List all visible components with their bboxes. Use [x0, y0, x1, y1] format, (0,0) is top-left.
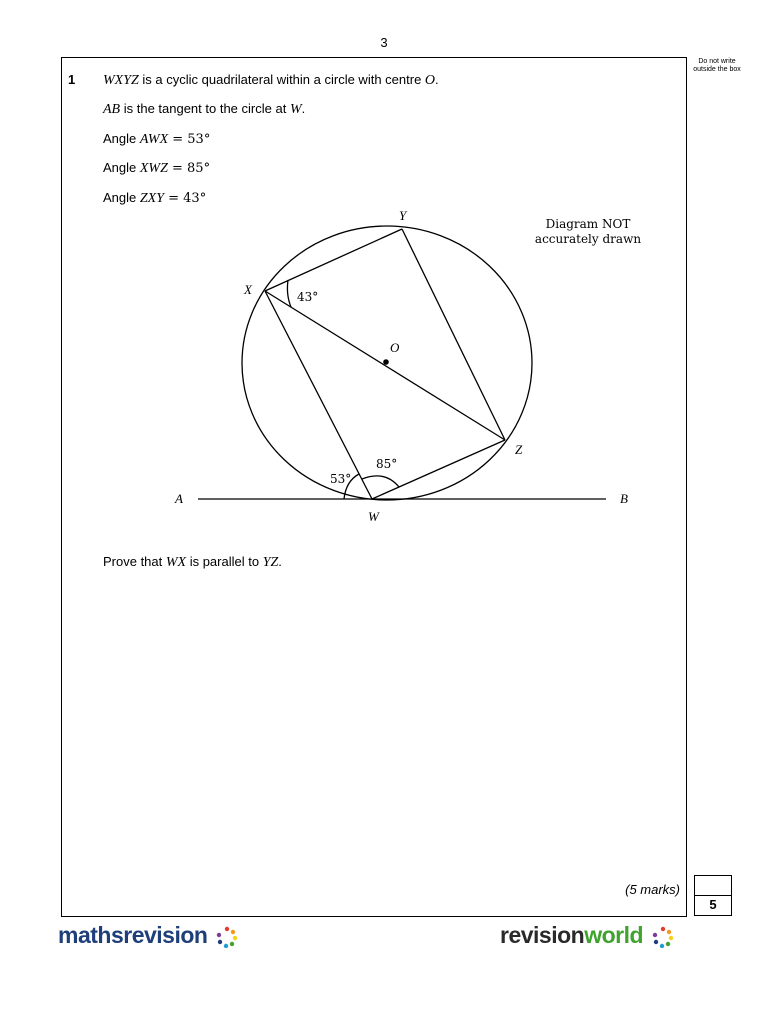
question-number: 1 [68, 72, 76, 87]
label-x: X [244, 282, 252, 297]
math-awx: AWX [139, 132, 169, 147]
line1-end: . [435, 72, 439, 87]
side-wx [265, 291, 372, 499]
math-w: W [289, 102, 302, 117]
label-w: W [368, 509, 379, 524]
math-zxy: ZXY [139, 191, 164, 206]
logo-right-part-b: world [584, 922, 644, 948]
prove-text1: Prove that [103, 554, 166, 569]
angle-w-right-label: 85° [376, 457, 398, 471]
centre-dot [383, 359, 389, 365]
angle-x-label: 43° [297, 290, 319, 304]
math-yz: YZ [262, 555, 279, 570]
line5-label: Angle [103, 190, 140, 205]
prove-line [103, 554, 282, 571]
logo-right-part-a: revision [500, 922, 585, 948]
prove-end: . [278, 554, 282, 569]
mark-box [694, 875, 732, 916]
label-o: O [390, 340, 400, 355]
label-z: Z [515, 442, 523, 457]
dots-icon [652, 926, 674, 948]
mark-box-divider [695, 895, 731, 896]
margin-note: Do not write outside the box [693, 58, 741, 73]
line4-value: = 85° [167, 161, 211, 176]
mathsrevision-logo [58, 922, 238, 949]
math-ab: AB [103, 102, 121, 117]
diagram-note-line1: Diagram NOT [545, 217, 631, 231]
revisionworld-logo [500, 922, 674, 949]
side-xy [265, 229, 402, 291]
page-number: 3 [380, 35, 388, 50]
line1-text: is a cyclic quadrilateral within a circle with centre [138, 72, 425, 87]
arc-angle-xwz [362, 476, 399, 487]
math-wx: WX [165, 555, 187, 570]
arc-angle-x [287, 280, 291, 307]
dots-icon [216, 926, 238, 948]
line3-label: Angle [103, 131, 140, 146]
line2-end: . [301, 101, 306, 116]
mark-box-value: 5 [709, 897, 717, 912]
line2-text: is the tangent to the circle at [120, 101, 290, 116]
math-xwz: XWZ [139, 161, 168, 176]
label-b: B [620, 491, 628, 506]
math-wxyz: WXYZ [103, 73, 139, 88]
prove-text2: is parallel to [186, 554, 263, 569]
logo-left-part-b: revision [123, 922, 208, 948]
math-o: O [424, 73, 436, 88]
logo-left-part-a: maths [58, 922, 124, 948]
label-a: A [175, 491, 183, 506]
label-y: Y [399, 208, 407, 223]
line4-label: Angle [103, 160, 140, 175]
diagram-note-line2: accurately drawn [534, 232, 642, 246]
angle-w-left-label: 53° [330, 472, 352, 486]
marks-label: (5 marks) [625, 882, 680, 897]
line5-value: = 43° [164, 191, 207, 206]
line3-value: = 53° [168, 132, 211, 147]
